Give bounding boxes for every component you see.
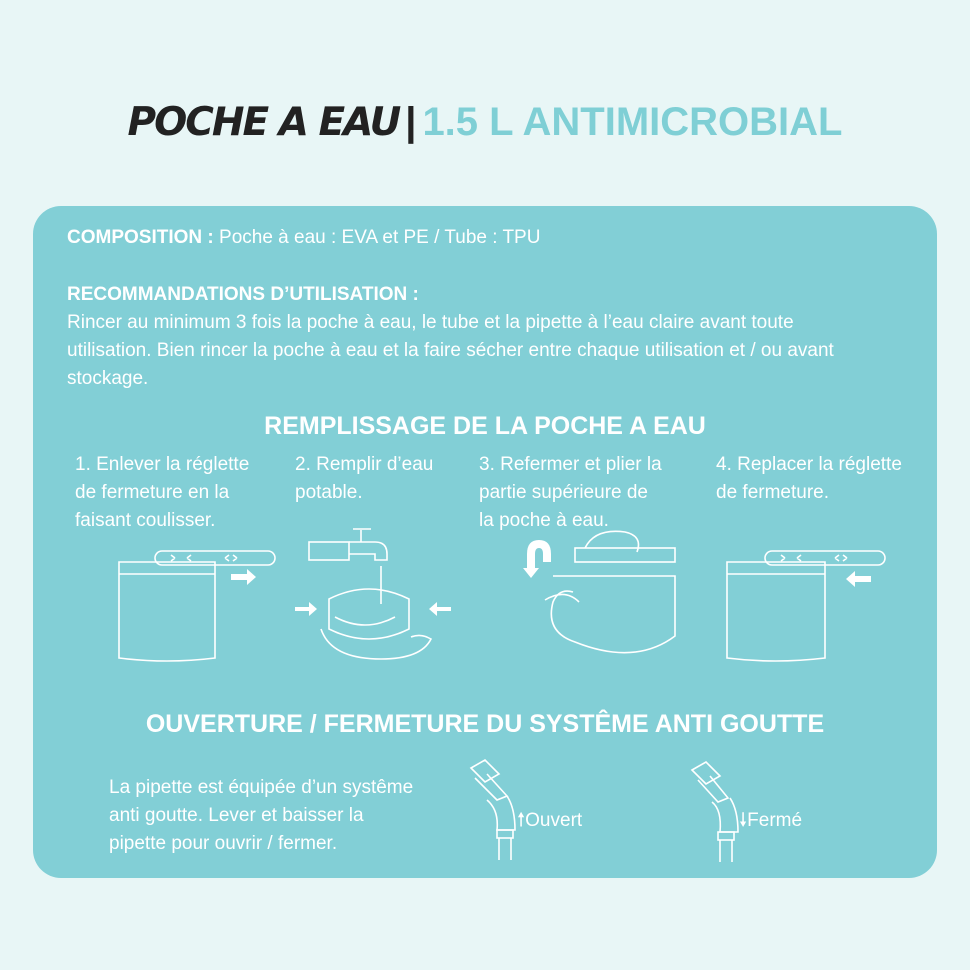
step-line: 2. Remplir d’eau xyxy=(295,454,434,475)
step-3-text xyxy=(479,451,662,535)
recommendations-line: Rincer au minimum 3 fois la poche à eau, le tube et la pipette à l’eau claire avant toute xyxy=(67,312,794,333)
arrow-up-icon: 🠕 xyxy=(517,810,526,831)
page-title xyxy=(0,100,970,145)
step-2-text xyxy=(295,451,433,507)
antidrip-line: La pipette est équipée d’un systême xyxy=(109,777,414,798)
step-line: potable. xyxy=(295,482,363,503)
composition-text: Poche à eau : EVA et PE / Tube : TPU xyxy=(219,227,541,248)
closed-label: Fermé xyxy=(747,810,803,831)
recommendations-text xyxy=(67,309,907,393)
step-line: 3. Refermer et plier la xyxy=(479,454,662,475)
closed-status xyxy=(739,806,802,838)
info-panel xyxy=(33,206,937,878)
recommendations-line: stockage. xyxy=(67,368,149,389)
fold-bag-icon xyxy=(515,530,675,670)
step-line: partie supérieure de xyxy=(479,482,648,503)
step-4-text xyxy=(716,451,902,507)
tap-filling-icon xyxy=(295,519,455,669)
brand-title: POCHE A EAU xyxy=(127,100,400,145)
antidrip-line: pipette pour ouvrir / fermer. xyxy=(109,833,338,854)
open-label: Ouvert xyxy=(525,810,583,831)
step-line: 4. Replacer la réglette xyxy=(716,454,902,475)
recommendations-title: RECOMMANDATIONS D’UTILISATION : xyxy=(67,284,419,305)
title-separator: | xyxy=(405,100,417,144)
bag-slider-remove-icon xyxy=(115,548,275,668)
step-line: faisant coulisser. xyxy=(75,510,216,531)
product-subtitle: 1.5 L ANTIMICROBIAL xyxy=(422,100,843,144)
composition-line xyxy=(67,224,540,252)
antidrip-text xyxy=(109,774,459,858)
step-line: de fermeture. xyxy=(716,482,829,503)
bag-slider-replace-icon xyxy=(725,548,885,668)
open-status xyxy=(517,806,582,838)
composition-label: COMPOSITION : xyxy=(67,227,214,248)
step-line: la poche à eau. xyxy=(479,510,609,531)
recommendations-line: utilisation. Bien rincer la poche à eau et la faire sécher entre chaque utilisation et / ou avant xyxy=(67,340,834,361)
step-line: de fermeture en la xyxy=(75,482,230,503)
arrow-down-icon: 🠗 xyxy=(739,810,748,831)
pipette-open-icon xyxy=(463,756,526,861)
antidrip-line: anti goutte. Lever et baisser la xyxy=(109,805,364,826)
filling-title: REMPLISSAGE DE LA POCHE A EAU xyxy=(264,412,706,440)
step-1-text xyxy=(75,451,249,535)
antidrip-title: OUVERTURE / FERMETURE DU SYSTÊME ANTI GOUTTE xyxy=(145,710,825,738)
step-line: 1. Enlever la réglette xyxy=(75,454,250,475)
